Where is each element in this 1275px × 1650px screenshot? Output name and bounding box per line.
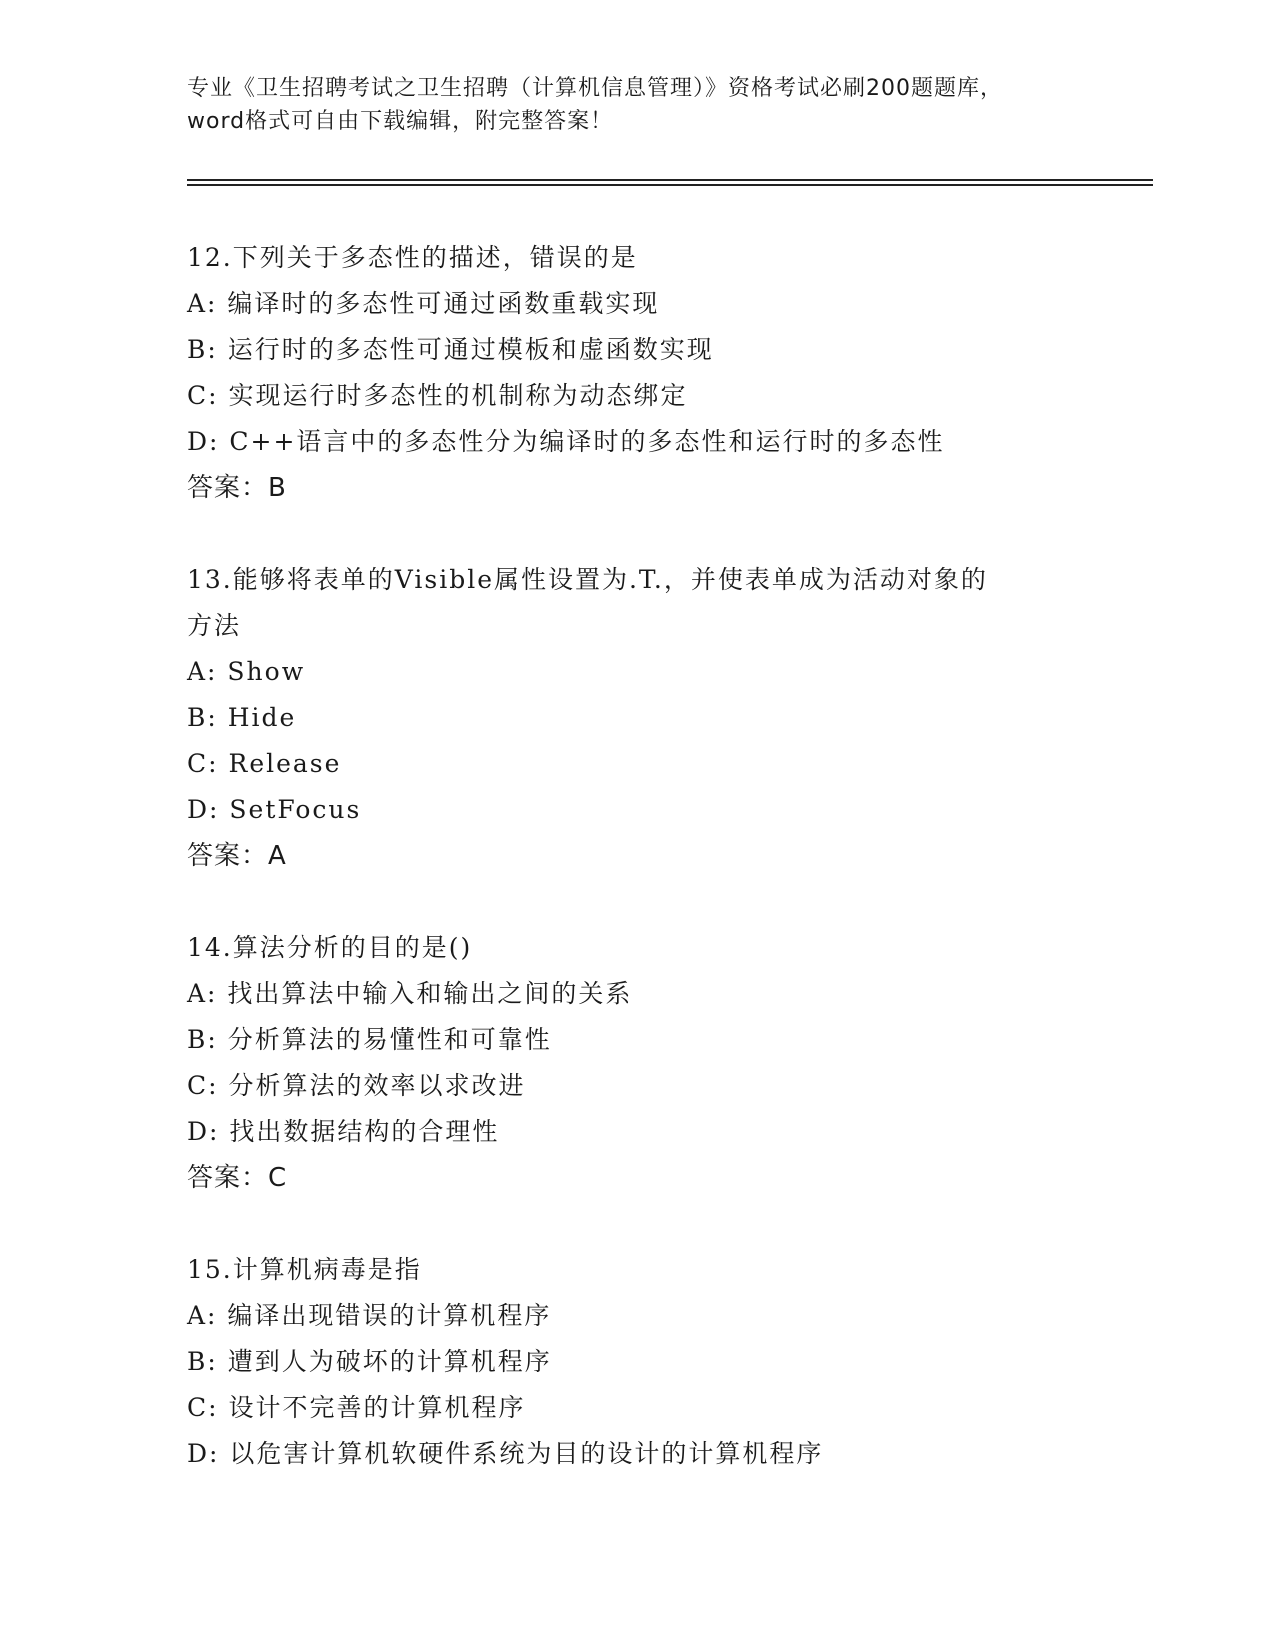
- header-line-2: word格式可自由下载编辑，附完整答案！: [187, 109, 614, 134]
- question-stem: 12.下列关于多态性的描述，错误的是: [187, 243, 638, 272]
- question-13: [187, 557, 1087, 879]
- question-15: [187, 1247, 1087, 1477]
- option-c: C: 分析算法的效率以求改进: [187, 1071, 526, 1100]
- answer: 答案：A: [187, 841, 287, 871]
- header-divider-top: [187, 179, 1153, 181]
- header-line-1: 专业《卫生招聘考试之卫生招聘（计算机信息管理）》资格考试必刷200题题库，: [187, 76, 1003, 101]
- document-header: [187, 72, 1087, 138]
- option-b: B: 运行时的多态性可通过模板和虚函数实现: [187, 335, 714, 364]
- option-a: A: 编译时的多态性可通过函数重载实现: [187, 289, 660, 318]
- question-stem: 14.算法分析的目的是(): [187, 933, 473, 962]
- question-list: [187, 235, 1087, 1523]
- header-divider-bottom: [187, 184, 1153, 186]
- option-d: D: SetFocus: [187, 795, 362, 824]
- option-a: A: Show: [187, 657, 306, 686]
- option-d: D: 以危害计算机软硬件系统为目的设计的计算机程序: [187, 1439, 824, 1468]
- option-c: C: 实现运行时多态性的机制称为动态绑定: [187, 381, 688, 410]
- option-a: A: 找出算法中输入和输出之间的关系: [187, 979, 633, 1008]
- option-b: B: 分析算法的易懂性和可靠性: [187, 1025, 552, 1054]
- question-stem: 13.能够将表单的Visible属性设置为.T.，并使表单成为活动对象的: [187, 565, 988, 594]
- question-14: [187, 925, 1087, 1201]
- option-c: C: 设计不完善的计算机程序: [187, 1393, 526, 1422]
- option-d: D: 找出数据结构的合理性: [187, 1117, 500, 1146]
- question-stem-continued: 方法: [187, 611, 242, 640]
- option-b: B: 遭到人为破坏的计算机程序: [187, 1347, 552, 1376]
- option-d: D: C++语言中的多态性分为编译时的多态性和运行时的多态性: [187, 427, 945, 456]
- answer: 答案：C: [187, 1163, 288, 1193]
- answer: 答案：B: [187, 473, 287, 503]
- question-stem: 15.计算机病毒是指: [187, 1255, 422, 1284]
- option-a: A: 编译出现错误的计算机程序: [187, 1301, 552, 1330]
- question-12: [187, 235, 1087, 511]
- option-b: B: Hide: [187, 703, 297, 732]
- option-c: C: Release: [187, 749, 342, 778]
